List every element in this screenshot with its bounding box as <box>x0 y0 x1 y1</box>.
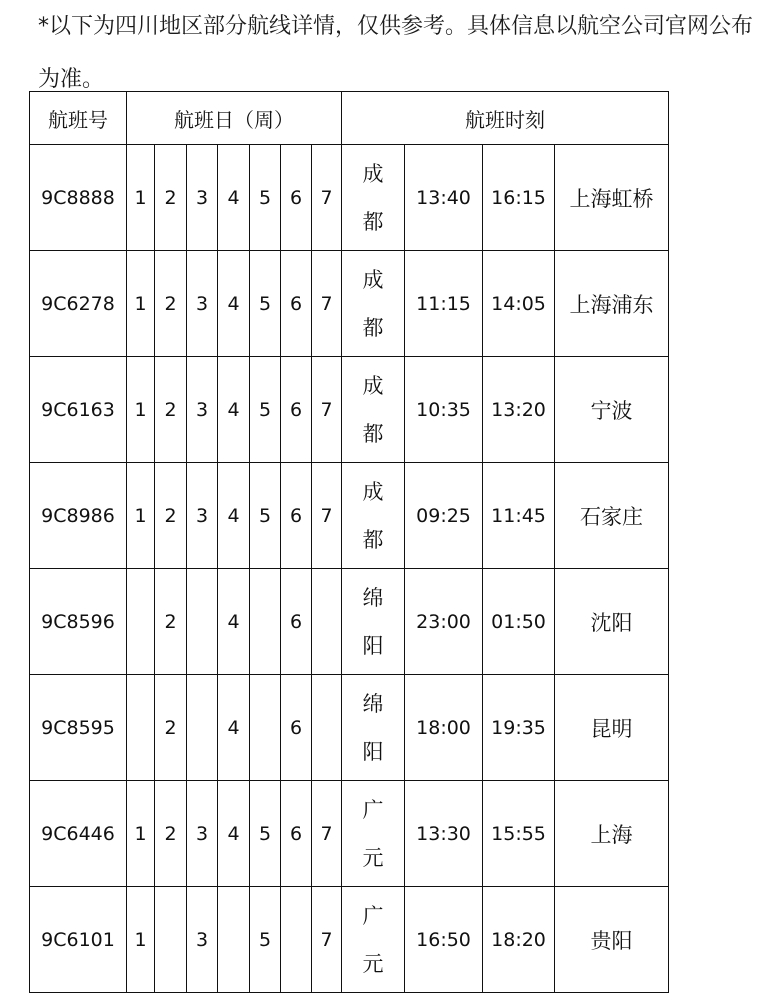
destination: 上海 <box>555 781 669 887</box>
flight-number: 9C8596 <box>30 569 127 675</box>
table-row <box>30 145 669 251</box>
operating-day: 3 <box>187 781 218 887</box>
origin-char: 成 <box>362 267 384 292</box>
departure-time: 23:00 <box>405 569 483 675</box>
table-row <box>30 569 669 675</box>
header-flight-no: 航班号 <box>30 92 127 145</box>
flight-number: 9C6278 <box>30 251 127 357</box>
operating-day: 1 <box>127 251 155 357</box>
origin-char: 阳 <box>362 633 384 658</box>
origin-char: 阳 <box>362 739 384 764</box>
operating-day: 2 <box>155 251 187 357</box>
operating-day: 4 <box>218 251 250 357</box>
arrival-time: 01:50 <box>483 569 555 675</box>
arrival-time: 18:20 <box>483 887 555 993</box>
arrival-time: 19:35 <box>483 675 555 781</box>
origin-char: 都 <box>362 209 384 234</box>
header-schedule: 航班时刻 <box>342 92 669 145</box>
operating-day: 2 <box>155 357 187 463</box>
destination: 石家庄 <box>555 463 669 569</box>
operating-day: 2 <box>155 781 187 887</box>
flight-number: 9C8595 <box>30 675 127 781</box>
table-row <box>30 675 669 781</box>
operating-day <box>312 675 342 781</box>
operating-day <box>155 887 187 993</box>
operating-day <box>127 675 155 781</box>
arrival-time: 11:45 <box>483 463 555 569</box>
operating-day: 6 <box>281 569 312 675</box>
operating-day: 5 <box>250 781 281 887</box>
operating-day: 5 <box>250 357 281 463</box>
operating-day: 3 <box>187 887 218 993</box>
origin-char: 成 <box>362 479 384 504</box>
operating-day: 5 <box>250 251 281 357</box>
arrival-time: 13:20 <box>483 357 555 463</box>
operating-day <box>127 569 155 675</box>
operating-day <box>281 887 312 993</box>
operating-day: 6 <box>281 781 312 887</box>
origin-char: 广 <box>362 797 384 822</box>
flight-number: 9C6446 <box>30 781 127 887</box>
destination: 上海虹桥 <box>555 145 669 251</box>
operating-day: 1 <box>127 887 155 993</box>
operating-day: 7 <box>312 357 342 463</box>
operating-day: 2 <box>155 145 187 251</box>
departure-time: 16:50 <box>405 887 483 993</box>
origin-char: 广 <box>362 903 384 928</box>
destination: 沈阳 <box>555 569 669 675</box>
operating-day: 2 <box>155 463 187 569</box>
operating-day: 7 <box>312 781 342 887</box>
operating-day <box>218 887 250 993</box>
origin-char: 成 <box>362 161 384 186</box>
origin-char: 成 <box>362 373 384 398</box>
flight-number: 9C6101 <box>30 887 127 993</box>
departure-time: 13:40 <box>405 145 483 251</box>
operating-day: 3 <box>187 357 218 463</box>
origin-city <box>342 357 405 463</box>
operating-day: 4 <box>218 463 250 569</box>
flight-number: 9C8986 <box>30 463 127 569</box>
origin-city <box>342 781 405 887</box>
origin-char: 都 <box>362 315 384 340</box>
origin-city <box>342 675 405 781</box>
operating-day: 2 <box>155 569 187 675</box>
table-row <box>30 887 669 993</box>
operating-day: 4 <box>218 357 250 463</box>
operating-day: 4 <box>218 781 250 887</box>
origin-city <box>342 569 405 675</box>
destination: 昆明 <box>555 675 669 781</box>
origin-char: 都 <box>362 527 384 552</box>
origin-city <box>342 463 405 569</box>
destination: 上海浦东 <box>555 251 669 357</box>
operating-day: 6 <box>281 675 312 781</box>
operating-day: 4 <box>218 675 250 781</box>
header-days: 航班日（周） <box>127 92 342 145</box>
operating-day: 1 <box>127 357 155 463</box>
disclaimer-note: *以下为四川地区部分航线详情，仅供参考。具体信息以航空公司官网公布为准。 <box>38 14 754 92</box>
destination: 贵阳 <box>555 887 669 993</box>
header-row <box>30 92 669 145</box>
operating-day: 4 <box>218 569 250 675</box>
origin-char: 绵 <box>362 691 384 716</box>
operating-day <box>250 569 281 675</box>
origin-char: 都 <box>362 421 384 446</box>
operating-day <box>312 569 342 675</box>
operating-day: 7 <box>312 887 342 993</box>
operating-day <box>250 675 281 781</box>
operating-day: 1 <box>127 781 155 887</box>
departure-time: 11:15 <box>405 251 483 357</box>
operating-day: 6 <box>281 145 312 251</box>
flight-schedule-table <box>29 91 669 993</box>
flight-number: 9C8888 <box>30 145 127 251</box>
operating-day: 6 <box>281 463 312 569</box>
departure-time: 09:25 <box>405 463 483 569</box>
operating-day: 2 <box>155 675 187 781</box>
table-row <box>30 251 669 357</box>
table-row <box>30 357 669 463</box>
table-row <box>30 781 669 887</box>
arrival-time: 16:15 <box>483 145 555 251</box>
origin-city <box>342 145 405 251</box>
arrival-time: 15:55 <box>483 781 555 887</box>
operating-day: 1 <box>127 145 155 251</box>
origin-char: 绵 <box>362 585 384 610</box>
operating-day: 7 <box>312 145 342 251</box>
flight-number: 9C6163 <box>30 357 127 463</box>
table-row <box>30 463 669 569</box>
departure-time: 18:00 <box>405 675 483 781</box>
operating-day: 3 <box>187 145 218 251</box>
operating-day: 5 <box>250 145 281 251</box>
operating-day <box>187 675 218 781</box>
departure-time: 10:35 <box>405 357 483 463</box>
departure-time: 13:30 <box>405 781 483 887</box>
operating-day: 5 <box>250 887 281 993</box>
operating-day <box>187 569 218 675</box>
operating-day: 4 <box>218 145 250 251</box>
operating-day: 6 <box>281 251 312 357</box>
operating-day: 7 <box>312 463 342 569</box>
arrival-time: 14:05 <box>483 251 555 357</box>
operating-day: 3 <box>187 463 218 569</box>
operating-day: 5 <box>250 463 281 569</box>
operating-day: 3 <box>187 251 218 357</box>
origin-char: 元 <box>362 845 384 870</box>
origin-char: 元 <box>362 951 384 976</box>
origin-city <box>342 887 405 993</box>
destination: 宁波 <box>555 357 669 463</box>
operating-day: 6 <box>281 357 312 463</box>
origin-city <box>342 251 405 357</box>
operating-day: 7 <box>312 251 342 357</box>
operating-day: 1 <box>127 463 155 569</box>
